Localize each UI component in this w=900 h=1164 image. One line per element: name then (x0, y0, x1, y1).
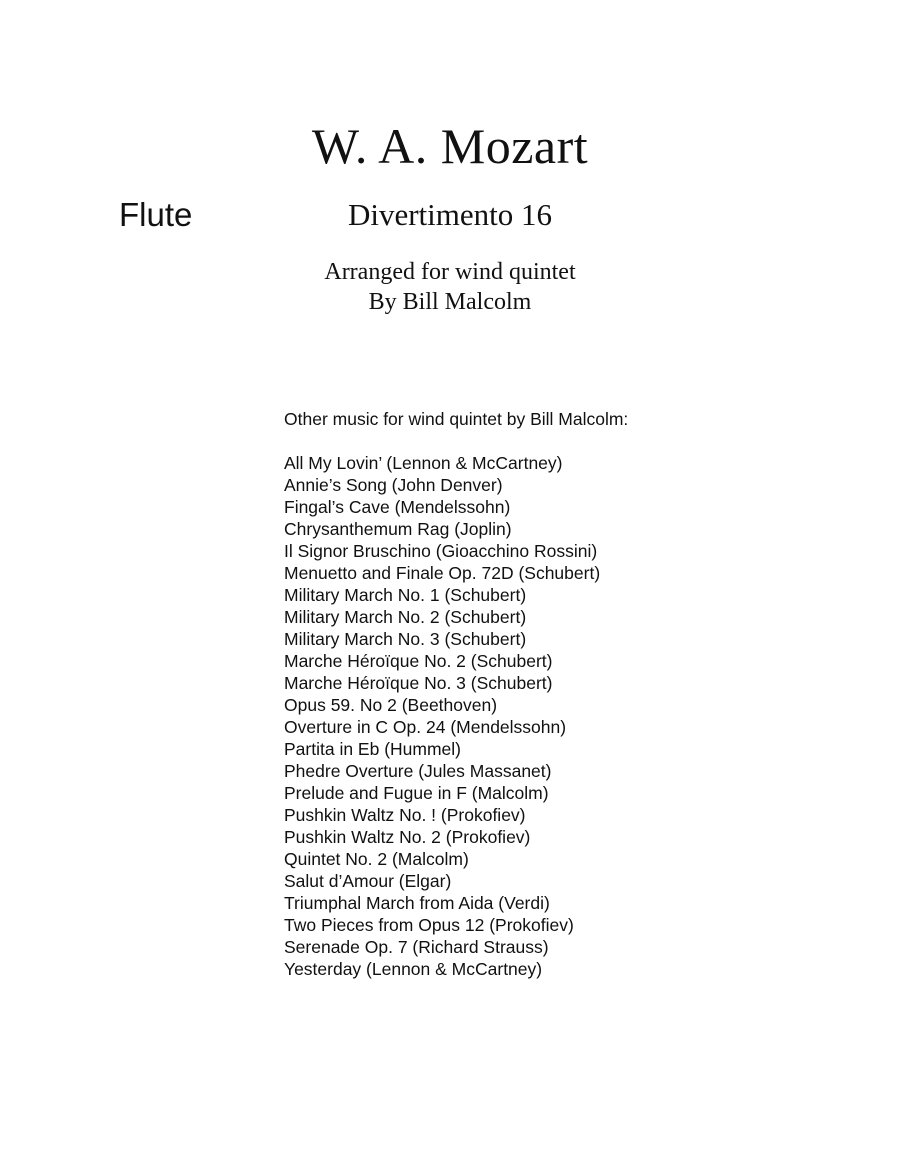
list-item: Fingal’s Cave (Mendelssohn) (284, 497, 511, 517)
composer-name: W. A. Mozart (311, 118, 589, 174)
list-item: Menuetto and Finale Op. 72D (Schubert) (284, 563, 601, 583)
list-item: Opus 59. No 2 (Beethoven) (284, 695, 498, 715)
list-item: Marche Héroïque No. 2 (Schubert) (284, 651, 553, 671)
other-music-list (284, 452, 600, 980)
list-item: Military March No. 1 (Schubert) (284, 585, 527, 605)
list-item: Phedre Overture (Jules Massanet) (284, 761, 552, 781)
other-music-heading: Other music for wind quintet by Bill Malcolm: (284, 409, 629, 429)
list-item: Quintet No. 2 (Malcolm) (284, 849, 469, 869)
list-item: Two Pieces from Opus 12 (Prokofiev) (284, 915, 574, 935)
arrangement-line: Arranged for wind quintet (324, 259, 576, 285)
list-item: Prelude and Fugue in F (Malcolm) (284, 783, 549, 803)
list-item: Marche Héroïque No. 3 (Schubert) (284, 673, 553, 693)
instrument-label: Flute (119, 196, 193, 233)
list-item: Overture in C Op. 24 (Mendelssohn) (284, 717, 567, 737)
list-item: Triumphal March from Aida (Verdi) (284, 893, 550, 913)
list-item: Partita in Eb (Hummel) (284, 739, 461, 759)
list-item: All My Lovin’ (Lennon & McCartney) (284, 453, 563, 473)
list-item: Salut d’Amour (Elgar) (284, 871, 452, 891)
list-item: Serenade Op. 7 (Richard Strauss) (284, 937, 549, 957)
list-item: Chrysanthemum Rag (Joplin) (284, 519, 512, 539)
list-item: Il Signor Bruschino (Gioacchino Rossini) (284, 541, 598, 561)
list-item: Pushkin Waltz No. 2 (Prokofiev) (284, 827, 531, 847)
piece-title: Divertimento 16 (347, 197, 553, 232)
list-item: Yesterday (Lennon & McCartney) (284, 959, 543, 979)
list-item: Military March No. 3 (Schubert) (284, 629, 527, 649)
list-item: Annie’s Song (John Denver) (284, 475, 503, 495)
list-item: Pushkin Waltz No. ! (Prokofiev) (284, 805, 526, 825)
list-item: Military March No. 2 (Schubert) (284, 607, 527, 627)
arranger-line: By Bill Malcolm (368, 289, 532, 315)
